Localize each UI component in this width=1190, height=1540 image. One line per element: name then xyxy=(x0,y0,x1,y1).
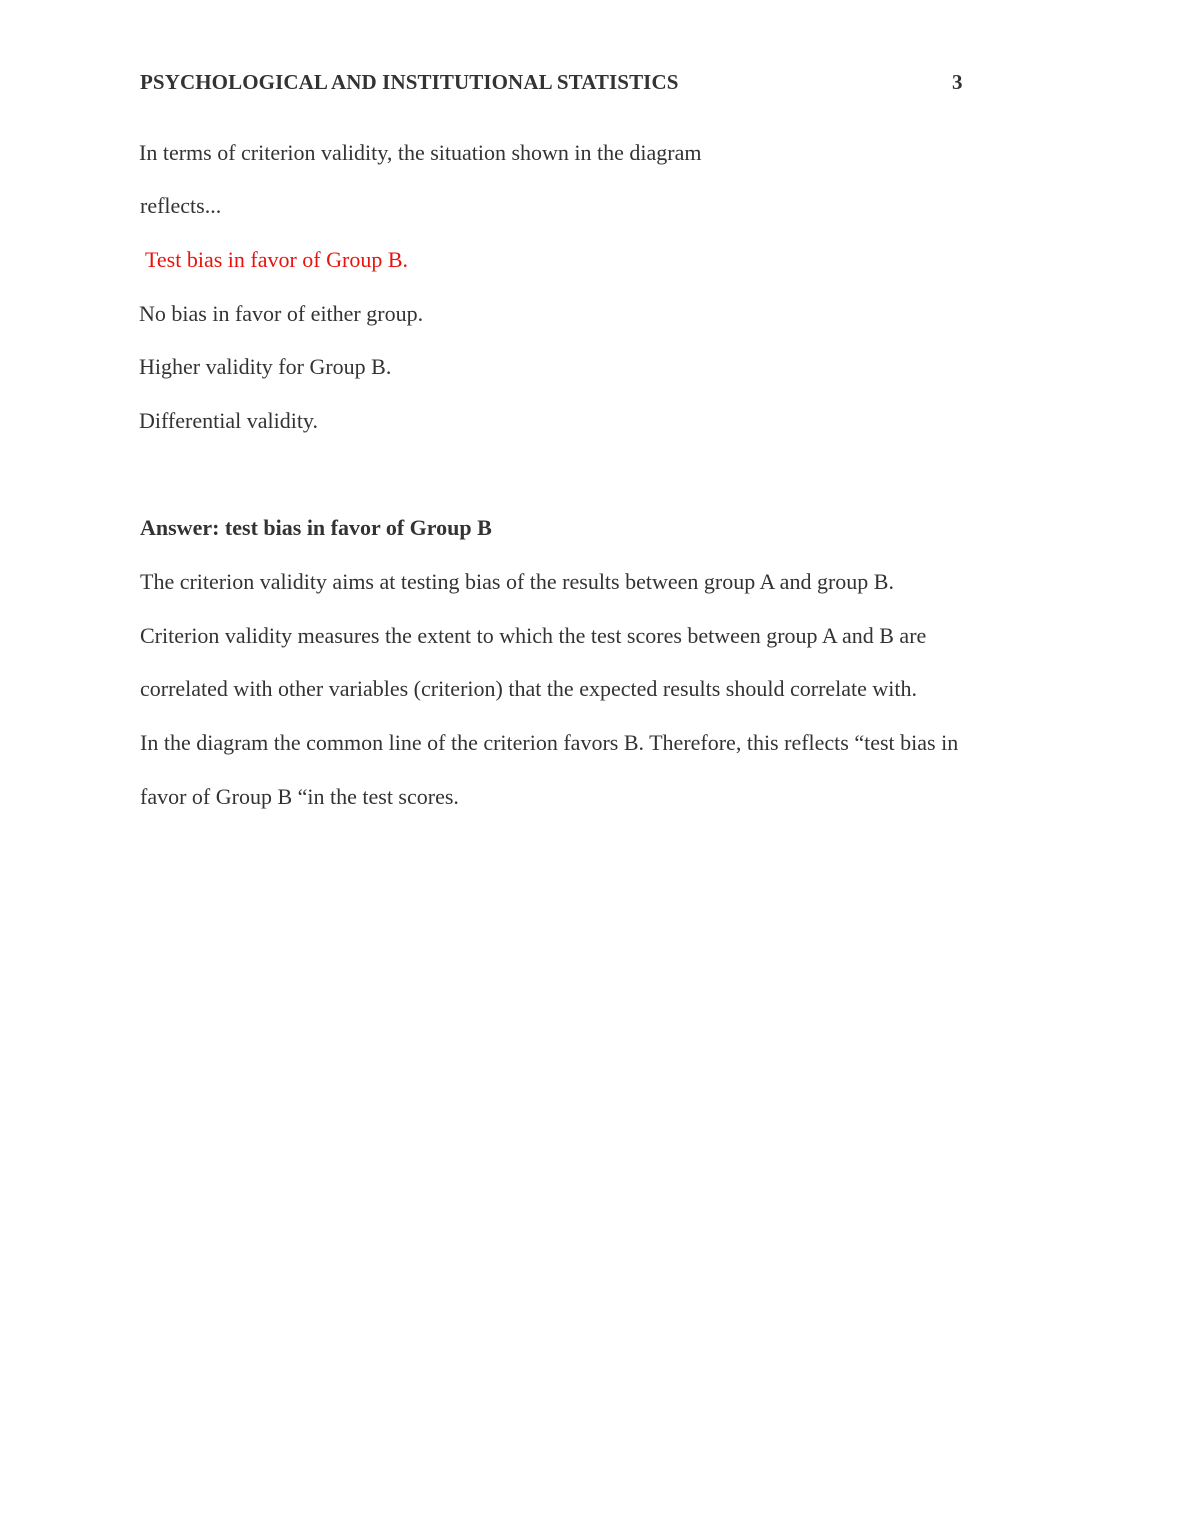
option-d: Differential validity. xyxy=(139,408,318,433)
page-number: 3 xyxy=(952,70,963,94)
answer-line-4: In the diagram the common line of the criterion favors B. Therefore, this reflects “test bias in xyxy=(140,730,959,755)
answer-heading: Answer: test bias in favor of Group B xyxy=(140,515,492,540)
option-a-selected: Test bias in favor of Group B. xyxy=(145,247,409,272)
running-head: PSYCHOLOGICAL AND INSTITUTIONAL STATISTICS xyxy=(140,70,679,94)
question-stem-line-1: In terms of criterion validity, the situation shown in the diagram xyxy=(139,140,702,165)
question-stem-line-2: reflects... xyxy=(140,193,222,218)
option-b: No bias in favor of either group. xyxy=(139,301,424,326)
option-c: Higher validity for Group B. xyxy=(139,354,392,379)
answer-line-2: Criterion validity measures the extent to which the test scores between group A and B are xyxy=(140,623,927,648)
answer-line-3: correlated with other variables (criterion) that the expected results should correlate with. xyxy=(140,676,918,701)
answer-line-5: favor of Group B “in the test scores. xyxy=(140,784,459,809)
answer-line-1: The criterion validity aims at testing bias of the results between group A and group B. xyxy=(140,569,894,594)
